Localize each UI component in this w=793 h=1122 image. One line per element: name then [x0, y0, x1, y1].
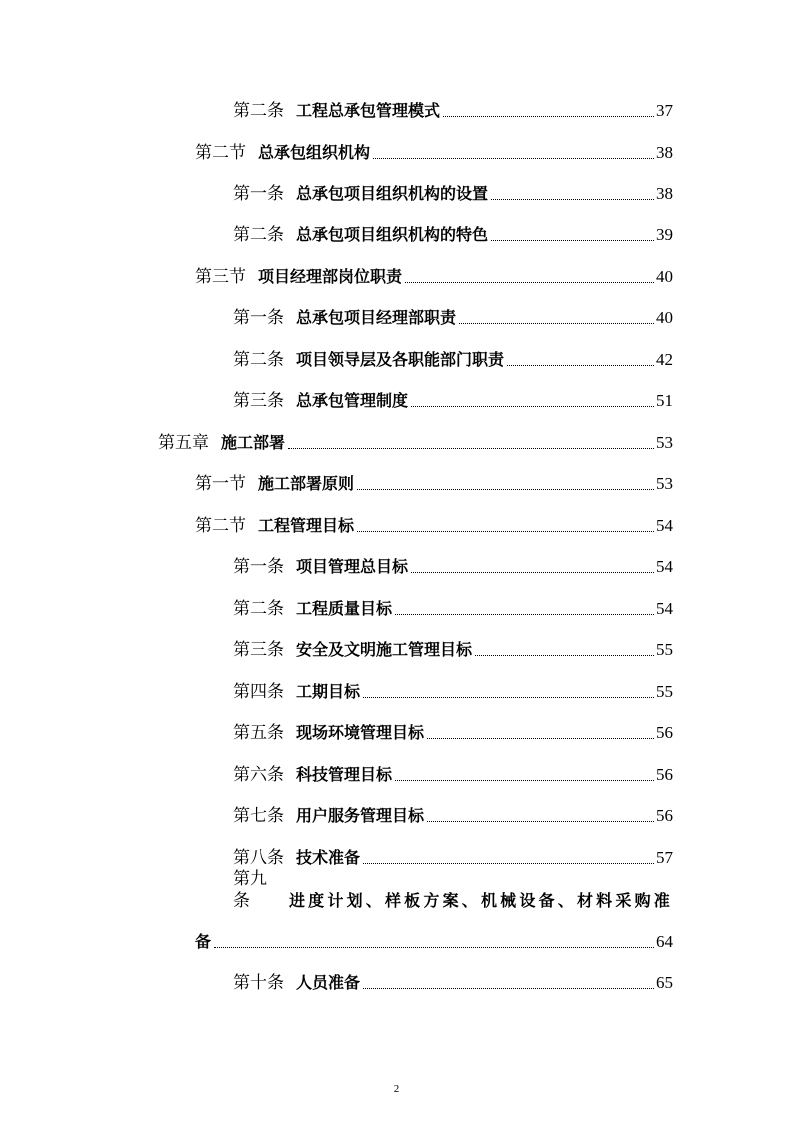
dot-leader — [427, 821, 654, 822]
toc-entry[interactable] — [195, 511, 673, 537]
toc-entry-page: 39 — [656, 225, 673, 244]
toc-entry-title-continuation: 备 — [195, 932, 212, 951]
toc-entry[interactable] — [233, 968, 673, 994]
toc-entry[interactable] — [158, 428, 673, 454]
toc-entry-title: 项目经理部岗位职责 — [258, 267, 403, 286]
dot-leader — [475, 655, 654, 656]
toc-entry-title: 技术准备 — [296, 848, 361, 867]
toc-entry-title: 项目管理总目标 — [296, 557, 409, 576]
toc-entry-number: 第二条 — [233, 225, 284, 244]
toc-entry-page: 42 — [656, 350, 673, 369]
toc-entry-title: 总承包项目组织机构的特色 — [296, 225, 489, 244]
toc-entry-title: 总承包组织机构 — [258, 143, 371, 162]
dot-leader — [491, 199, 654, 200]
toc-entry-title: 进度计划、样板方案、机械设备、材料采购准 — [288, 891, 673, 910]
dot-leader — [363, 697, 654, 698]
toc-entry-number: 第六条 — [233, 765, 284, 784]
toc-entry-page: 54 — [656, 516, 673, 535]
toc-entry-page: 37 — [656, 101, 673, 120]
toc-entry-title: 安全及文明施工管理目标 — [296, 640, 473, 659]
toc-entry[interactable] — [195, 469, 673, 495]
toc-entry-number: 第三条 — [233, 640, 284, 659]
toc-entry-page: 40 — [656, 308, 673, 327]
toc-entry-page: 55 — [656, 640, 673, 659]
toc-entry-page: 40 — [656, 267, 673, 286]
toc-entry[interactable] — [233, 635, 673, 661]
toc-entry[interactable] — [233, 386, 673, 412]
dot-leader — [459, 323, 654, 324]
toc-entry-number: 第五条 — [233, 723, 284, 742]
toc-entry-title: 工程质量目标 — [296, 599, 393, 618]
toc-entry-number: 第二条 — [233, 350, 284, 369]
toc-entry-title: 用户服务管理目标 — [296, 806, 425, 825]
toc-entry-title: 人员准备 — [296, 973, 361, 992]
toc-entry[interactable] — [195, 138, 673, 164]
toc-entry[interactable] — [233, 801, 673, 827]
dot-leader — [363, 863, 654, 864]
toc-entry-page: 56 — [656, 765, 673, 784]
toc-entry-number: 第八条 — [233, 848, 284, 867]
dot-leader — [443, 116, 654, 117]
toc-entry[interactable] — [233, 345, 673, 371]
toc-entry[interactable] — [233, 677, 673, 703]
toc-entry-number: 第三节 — [195, 267, 246, 286]
toc-entry-number: 第三条 — [233, 391, 284, 410]
toc-entry-wrapped[interactable] — [233, 869, 673, 912]
toc-entry-page: 54 — [656, 557, 673, 576]
toc-entry[interactable] — [233, 303, 673, 329]
toc-entry-number: 第一条 — [233, 184, 284, 203]
toc-entry-title: 现场环境管理目标 — [296, 723, 425, 742]
toc-entry[interactable] — [233, 552, 673, 578]
dot-leader — [507, 365, 654, 366]
toc-entry-page: 57 — [656, 848, 673, 867]
dot-leader — [395, 780, 654, 781]
toc-entry[interactable] — [233, 843, 673, 869]
toc-entry-page: 56 — [656, 723, 673, 742]
toc-entry-title: 总承包项目组织机构的设置 — [296, 184, 489, 203]
toc-entry-title: 工程管理目标 — [258, 516, 355, 535]
dot-leader — [357, 489, 654, 490]
toc-entry-number: 第一条 — [233, 557, 284, 576]
toc-entry-title: 工程总承包管理模式 — [296, 101, 441, 120]
dot-leader — [357, 531, 654, 532]
page-number: 2 — [393, 1083, 400, 1095]
toc-entry-number: 第七条 — [233, 806, 284, 825]
toc-entry-title: 总承包项目经理部职责 — [296, 308, 457, 327]
dot-leader — [395, 614, 654, 615]
dot-leader — [411, 406, 654, 407]
toc-entry-title: 工期目标 — [296, 682, 361, 701]
toc-entry[interactable] — [195, 262, 673, 288]
toc-entry-page: 65 — [656, 973, 673, 992]
toc-entry-page: 54 — [656, 599, 673, 618]
toc-entry-title: 科技管理目标 — [296, 765, 393, 784]
toc-entry-number: 第十条 — [233, 973, 284, 992]
dot-leader — [288, 448, 654, 449]
toc-entry-number: 第二节 — [195, 143, 246, 162]
dot-leader — [214, 947, 654, 948]
toc-entry-page: 38 — [656, 184, 673, 203]
toc-entry[interactable] — [233, 96, 673, 122]
toc-entry[interactable] — [233, 220, 673, 246]
dot-leader — [491, 240, 654, 241]
toc-entry-page: 53 — [656, 433, 673, 452]
dot-leader — [427, 738, 654, 739]
toc-entry-title: 施工部署原则 — [258, 474, 355, 493]
toc-entry-number: 第九条 — [233, 869, 267, 910]
toc-entry-number: 第二条 — [233, 599, 284, 618]
dot-leader — [405, 282, 654, 283]
toc-entry-number: 第一节 — [195, 474, 246, 493]
toc-entry-page: 38 — [656, 143, 673, 162]
dot-leader — [411, 572, 654, 573]
toc-entry-number: 第五章 — [158, 433, 209, 452]
toc-entry[interactable] — [233, 179, 673, 205]
toc-entry-title: 项目领导层及各职能部门职责 — [296, 350, 505, 369]
toc-entry-number: 第一条 — [233, 308, 284, 327]
toc-entry-page: 51 — [656, 391, 673, 410]
toc-entry-number: 第二节 — [195, 516, 246, 535]
toc-entry-number: 第二条 — [233, 101, 284, 120]
toc-entry-page: 55 — [656, 682, 673, 701]
dot-leader — [363, 988, 654, 989]
toc-entry-number: 第四条 — [233, 682, 284, 701]
toc-entry-page: 64 — [656, 932, 673, 951]
toc-entry-continuation[interactable] — [195, 927, 673, 953]
toc-entry[interactable] — [233, 718, 673, 744]
toc-entry-title: 总承包管理制度 — [296, 391, 409, 410]
toc-entry-page: 53 — [656, 474, 673, 493]
toc-entry[interactable] — [233, 594, 673, 620]
dot-leader — [373, 158, 654, 159]
toc-entry[interactable] — [233, 760, 673, 786]
toc-entry-title: 施工部署 — [221, 433, 286, 452]
toc-entry-page: 56 — [656, 806, 673, 825]
